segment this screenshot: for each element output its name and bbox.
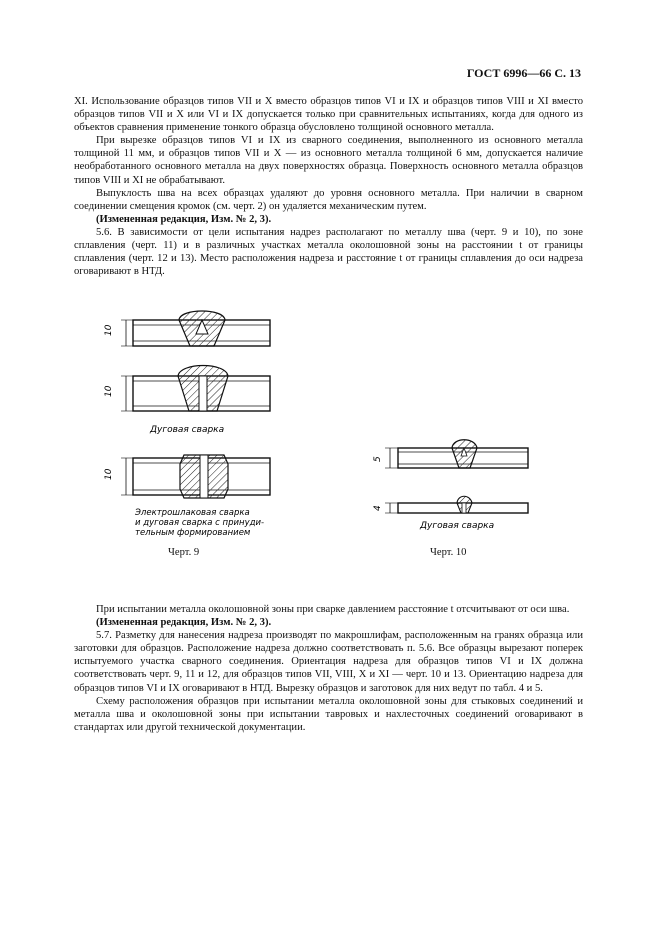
paragraph: XI. Использование образцов типов VII и X вместо образцов типов VI и IX и образцов типов VIII и XI вместо образцов типов VII и X или VI и IX допускается только при сравнительных испытаниях, когда для одного из объектов сравнения применение тонкого образца обусловлено толщиной основного металла. xyxy=(74,96,583,134)
text-block-lower xyxy=(74,603,583,734)
paragraph: При вырезке образцов типов VI и IX из сварного соединения, выполненного из основного металла толщиной 11 мм, и образцов типов VII и X — из основного металла толщиной 6 мм, допускается наличие необработанного основного металла на двух поверхностях образца. Поверхность основного металла образцов типов VIII и XI не обрабатывают. xyxy=(74,135,583,186)
fig10-dim-2: 4 xyxy=(373,505,383,511)
fig9-specimen-2 xyxy=(121,366,270,412)
fig10-label-arc: Дуговая сварка xyxy=(420,521,495,531)
fig9-dim-3: 10 xyxy=(104,468,114,480)
paragraph: Выпуклость шва на всех образцах удаляют до уровня основного металла. При наличии в сварном соединении смещения кромок (см. черт. 2) он удаляется механическим путем. xyxy=(74,187,583,212)
fig10-dim-1: 5 xyxy=(373,456,383,462)
amendment-note: (Измененная редакция, Изм. № 2, 3). xyxy=(96,213,272,225)
fig10-caption: Черт. 10 xyxy=(430,547,467,558)
paragraph: 5.6. В зависимости от цели испытания надрез располагают по металлу шва (черт. 9 и 10), по зоне сплавления (черт. 11) и в различных участках металла околошовной зоны на расстоянии t от границы сплавления (черт. 12 и 13). Место расположения надреза и расстояние t от границы сплавления до оси надреза оговаривают в НТД. xyxy=(74,226,583,278)
fig9-label-arc: Дуговая сварка xyxy=(150,425,225,435)
fig9-label-electroslag-2: и дуговая сварка с принуди- xyxy=(135,518,265,528)
fig9-label-electroslag-3: тельным формированием xyxy=(135,528,251,538)
figures-drawing xyxy=(0,300,661,630)
amendment-note: (Измененная редакция, Изм. № 2, 3). xyxy=(96,617,272,629)
paragraph: При испытании металла околошовной зоны при сварке давлением расстояние t отсчитывают от оси шва. xyxy=(96,604,570,615)
fig9-dim-2: 10 xyxy=(104,385,114,397)
fig9-specimen-3 xyxy=(121,455,270,498)
text-block-upper xyxy=(74,95,583,278)
fig9-dim-1: 10 xyxy=(104,324,114,336)
fig9-specimen-1 xyxy=(121,311,270,346)
paragraph: Схему расположения образцов при испытании металла околошовной зоны для стыковых соединений и металла шва и околошовной зоны при испытании тавровых и нахлесточных соединений оговаривают в стандартах или другой технической документации. xyxy=(74,695,583,733)
fig10-specimen-2 xyxy=(385,496,528,513)
paragraph: 5.7. Разметку для нанесения надреза производят по макрошлифам, расположенным на гранях образца или заготовки для образцов. Расположение надреза должно соответствовать п. 5.6. Все образцы вырезают поперек испытуемого участка сварного соединения. Ориентация надреза для образцов типов VI и IX должна соответствовать черт. 9, 11 и 12, для образцов типов VII, VIII, X и XI — черт. 10 и 13. Ориентацию надреза для образцов типов VI и IX оговаривают в НТД. Вырезку образцов и заготовок для них ведут по табл. 4 и 5. xyxy=(74,630,583,694)
fig9-label-electroslag-1: Электрошлаковая сварка xyxy=(135,508,250,518)
page-header: ГОСТ 6996—66 С. 13 xyxy=(466,66,581,80)
fig10-specimen-1 xyxy=(385,440,528,468)
fig9-caption: Черт. 9 xyxy=(168,547,200,558)
